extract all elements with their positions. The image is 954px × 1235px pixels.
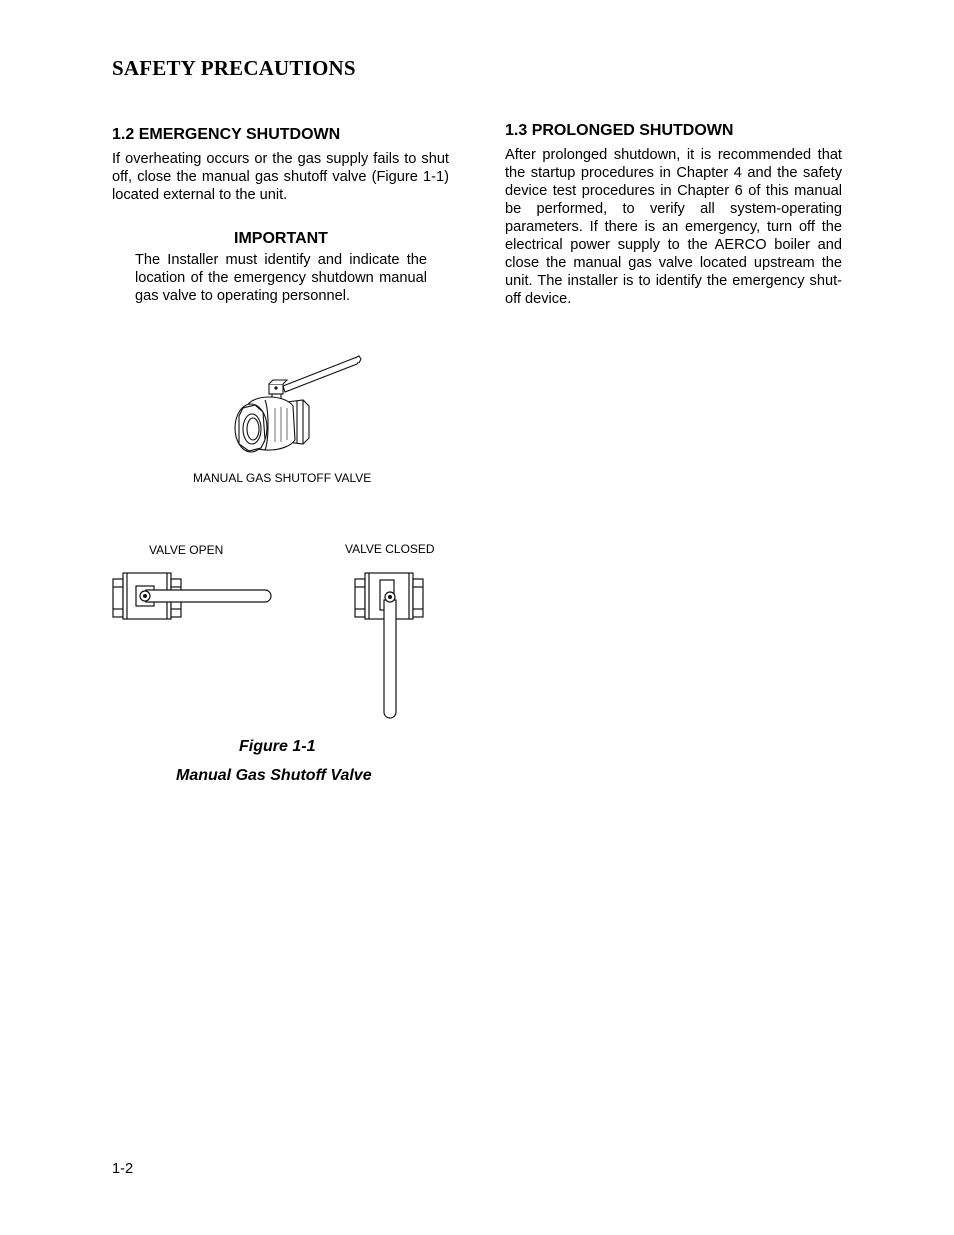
page-title: SAFETY PRECAUTIONS bbox=[112, 56, 356, 80]
section-heading-prolonged-shutdown: 1.3 PROLONGED SHUTDOWN bbox=[505, 122, 734, 139]
page-number: 1-2 bbox=[112, 1161, 134, 1177]
valve-label: MANUAL GAS SHUTOFF VALVE bbox=[193, 471, 372, 485]
valve-closed-diagram bbox=[354, 572, 429, 722]
important-notice-title: IMPORTANT bbox=[234, 230, 328, 247]
figure-title: Manual Gas Shutoff Valve bbox=[176, 767, 372, 784]
important-notice-text: The Installer must identify and indicate the location of the emergency shutdown manual gas valve to operating personnel. bbox=[135, 252, 427, 304]
valve-closed-label: VALVE CLOSED bbox=[345, 542, 435, 556]
prolonged-shutdown-paragraph: After prolonged shutdown, it is recommended that the startup procedures in Chapter 4 and the safety device test procedures in Chapter 6 of this manual be performed, to verify all system-operating parameters. If there is an emergency, turn off the electrical power supply to the AERCO boiler and close the manual gas valve located upstream the unit. The installer is to identify the emergency shut-off device. bbox=[505, 147, 842, 307]
ball-valve-illustration bbox=[225, 350, 370, 460]
valve-open-label: VALVE OPEN bbox=[149, 543, 224, 557]
section-heading-emergency-shutdown: 1.2 EMERGENCY SHUTDOWN bbox=[112, 126, 341, 143]
emergency-shutdown-paragraph: If overheating occurs or the gas supply fails to shut off, close the manual gas shutoff valve (Figure 1-1) located external to the unit. bbox=[112, 151, 449, 203]
valve-open-diagram bbox=[112, 572, 272, 622]
figure-number: Figure 1-1 bbox=[239, 738, 316, 755]
